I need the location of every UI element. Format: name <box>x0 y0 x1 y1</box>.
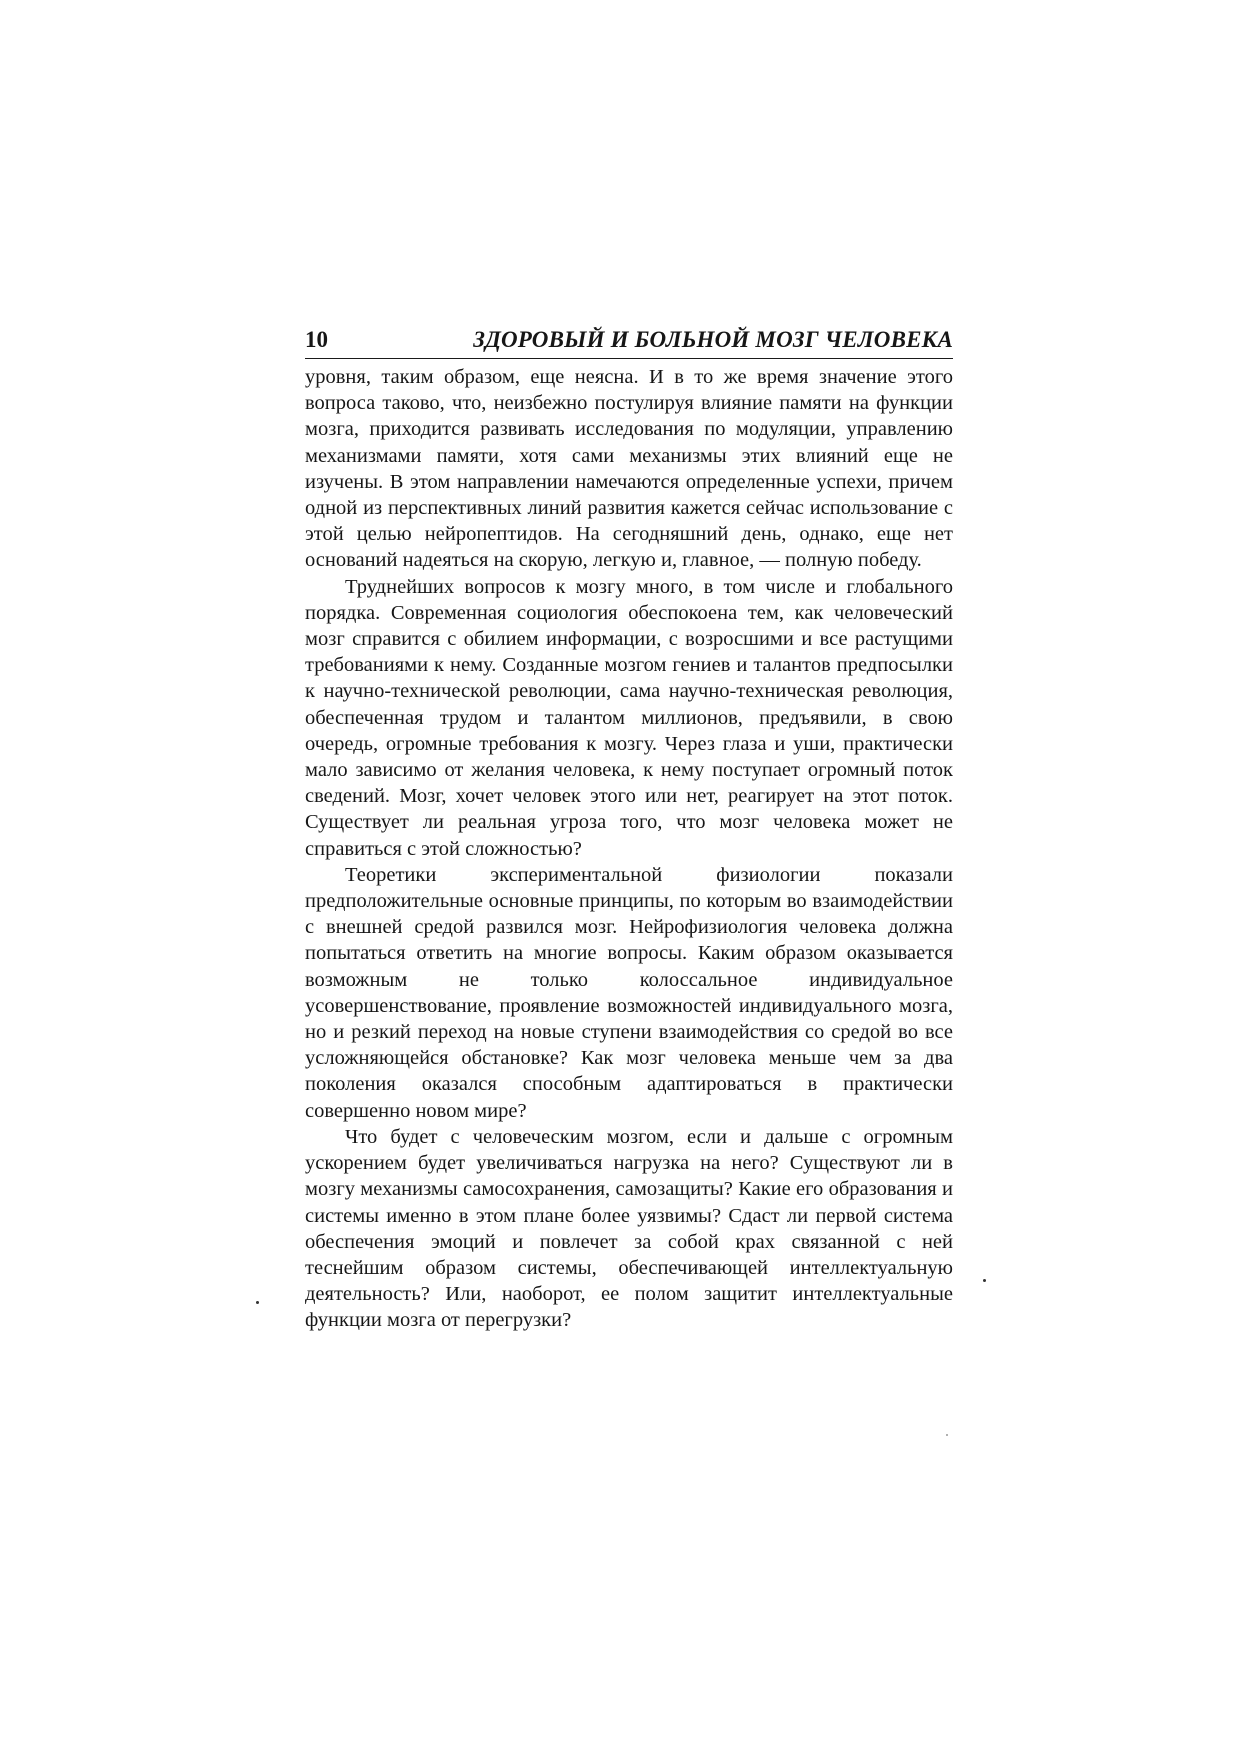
book-page <box>305 325 953 1334</box>
scan-speck <box>946 1434 948 1436</box>
running-head <box>305 325 953 359</box>
paragraph: уровня, таким образом, еще неясна. И в то же время значение этого вопроса таково, что, неизбежно постулируя влияние памяти на функции мозга, приходится развивать исследования по модуляции, управлению механизмами памяти, хотя сами механизмы этих влияний еще не изучены. В этом направлении намечаются определенные успехи, причем одной из перспективных линий развития кажется сейчас использование с этой целью нейропептидов. На сегодняшний день, однако, еще нет оснований надеяться на скорую, легкую и, главное, — полную победу. <box>305 366 953 572</box>
scan-speck <box>256 1301 259 1304</box>
page-number: 10 <box>305 327 328 352</box>
book-title: ЗДОРОВЫЙ И БОЛЬНОЙ МОЗГ ЧЕЛОВЕКА <box>473 327 953 352</box>
paragraph: Труднейших вопросов к мозгу много, в том числе и глобального порядка. Современная социология обеспокоена тем, как человеческий мозг справится с обилием информации, с возросшими и все растущими требованиями к нему. Созданные мозгом гениев и талантов предпосылки к научно-технической революции, сама научно-техническая революция, обеспеченная трудом и талантом миллионов, предъявили, в свою очередь, огромные требования к мозгу. Через глаза и уши, практически мало зависимо от желания человека, к нему поступает огромный поток сведений. Мозг, хочет человек этого или нет, реагирует на этот поток. Существует ли реальная угроза того, что мозг человека может не справиться с этой сложностью? <box>305 575 953 860</box>
paragraph: Теоретики экспериментальной физиологии показали предположительные основные принципы, по которым во взаимодействии с внешней средой развился мозг. Нейрофизиология человека должна попытаться ответить на многие вопросы. Каким образом оказывается возможным не только колоссальное индивидуальное усовершенствование, проявление возможностей индивидуального мозга, но и резкий переход на новые ступени взаимодействия со средой во все усложняющейся обстановке? Как мозг человека меньше чем за два поколения оказался способным адаптироваться в практически совершенно новом мире? <box>305 863 953 1122</box>
paragraph: Что будет с человеческим мозгом, если и дальше с огромным ускорением будет увеличиваться нагрузка на него? Существуют ли в мозгу механизмы самосохранения, самозащиты? Какие его образования и системы именно в этом плане более уязвимы? Сдаст ли первой система обеспечения эмоций и повлечет за собой крах связанной с ней теснейшим образом системы, обеспечивающей интеллектуальную деятельность? Или, наоборот, ее полом защитит интеллектуальные функции мозга от перегрузки? <box>305 1125 953 1332</box>
body-text <box>305 364 953 1334</box>
scan-speck <box>983 1279 986 1282</box>
